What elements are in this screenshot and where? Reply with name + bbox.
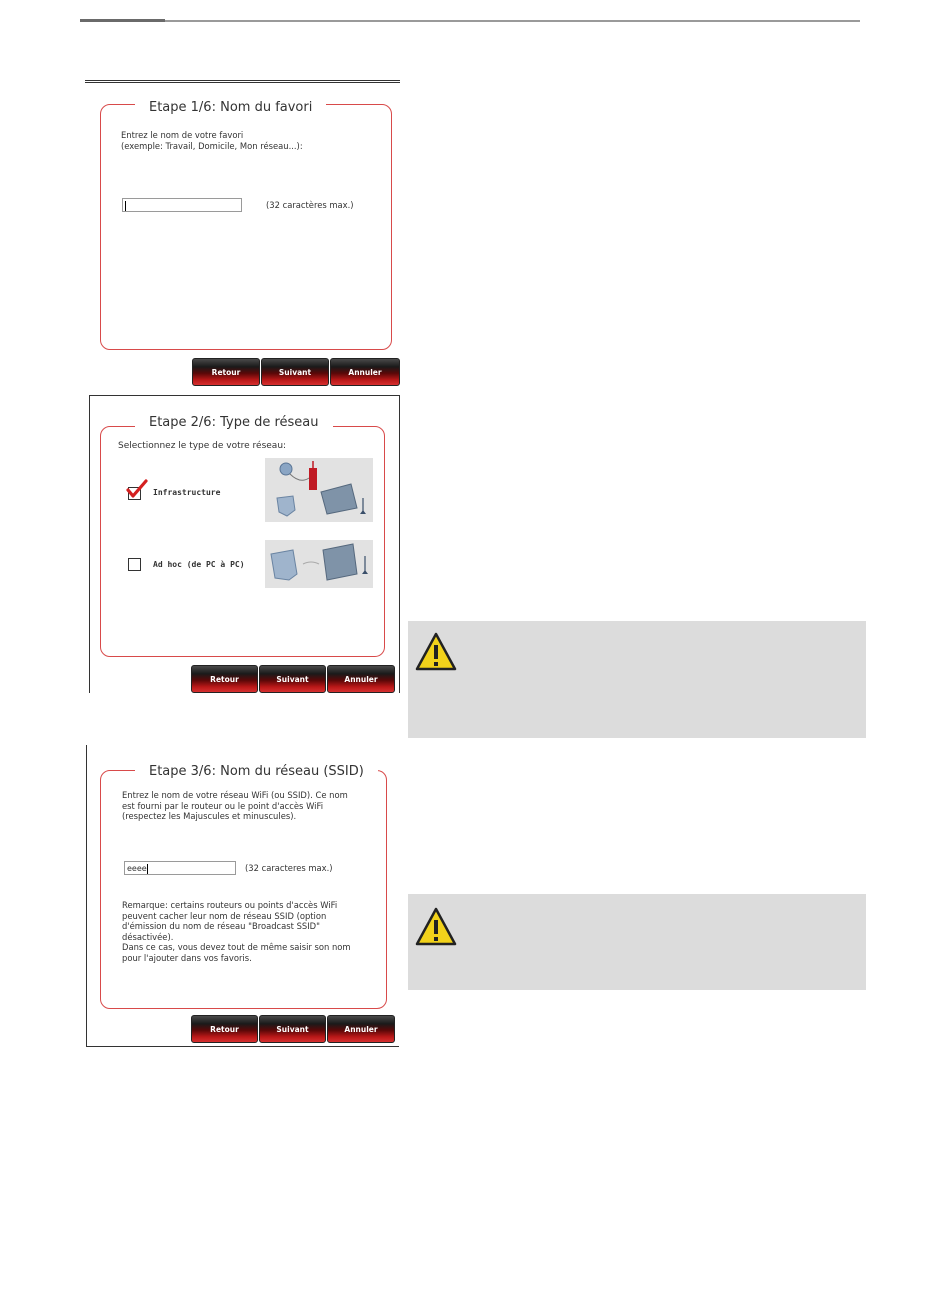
step1-max-hint: (32 caractères max.) — [266, 200, 354, 210]
infrastructure-network-image — [265, 458, 373, 522]
cancel-button[interactable]: Annuler — [327, 665, 395, 693]
adhoc-network-image — [265, 540, 373, 588]
cancel-button[interactable]: Annuler — [327, 1015, 395, 1043]
adhoc-illustration — [265, 540, 373, 588]
warning-icon — [415, 631, 457, 673]
screen-edge-bottom — [86, 1046, 399, 1047]
screen-edge-right — [399, 395, 400, 693]
next-button[interactable]: Suivant — [259, 1015, 326, 1043]
step1-screen — [85, 88, 400, 388]
step2-instruction: Selectionnez le type de votre réseau: — [118, 441, 287, 451]
step3-remark: Remarque: certains routeurs ou points d'accès WiFi peuvent cacher leur nom de réseau SSID (option d'émission du nom de réseau "Broadcast SSID" désactivée). Dans ce cas, vous devez tout de même saisir son nom pour l'ajouter dans vos favoris. — [122, 900, 351, 963]
infrastructure-label[interactable]: Infrastructure — [153, 488, 221, 497]
section-divider — [85, 80, 400, 83]
text-caret — [147, 864, 148, 874]
step1-instruction: Entrez le nom de votre favori (exemple: Travail, Domicile, Mon réseau...): — [121, 130, 303, 151]
step3-title: Etape 3/6: Nom du réseau (SSID) — [135, 764, 378, 779]
checkmark-icon — [126, 479, 148, 499]
cancel-button[interactable]: Annuler — [330, 358, 400, 386]
warning-icon — [415, 906, 457, 948]
adhoc-label[interactable]: Ad hoc (de PC à PC) — [153, 560, 245, 569]
screen-edge-top — [89, 395, 399, 396]
ssid-value: eeee — [127, 864, 147, 873]
favorite-name-input[interactable] — [122, 198, 242, 212]
text-caret — [125, 201, 126, 211]
step3-max-hint: (32 caracteres max.) — [245, 863, 333, 873]
step2-screen — [85, 395, 400, 695]
screen-edge-left — [86, 745, 87, 1047]
step3-instruction: Entrez le nom de votre réseau WiFi (ou SSID). Ce nom est fourni par le routeur ou le point d'accès WiFi (respectez les Majuscules et minuscules). — [122, 790, 348, 821]
next-button[interactable]: Suivant — [261, 358, 329, 386]
infrastructure-illustration — [265, 458, 373, 522]
adhoc-checkbox[interactable] — [128, 558, 141, 571]
warning-note-2 — [408, 894, 866, 990]
warning-note-1 — [408, 621, 866, 738]
back-button[interactable]: Retour — [191, 1015, 258, 1043]
step2-title: Etape 2/6: Type de réseau — [135, 415, 333, 430]
step1-title: Etape 1/6: Nom du favori — [135, 100, 326, 115]
next-button[interactable]: Suivant — [259, 665, 326, 693]
back-button[interactable]: Retour — [191, 665, 258, 693]
back-button[interactable]: Retour — [192, 358, 260, 386]
page-header-rule-accent — [80, 19, 165, 22]
step3-screen — [85, 745, 400, 1050]
ssid-input[interactable] — [124, 861, 236, 875]
screen-edge-left — [89, 395, 90, 693]
page-header-rule — [80, 20, 860, 22]
